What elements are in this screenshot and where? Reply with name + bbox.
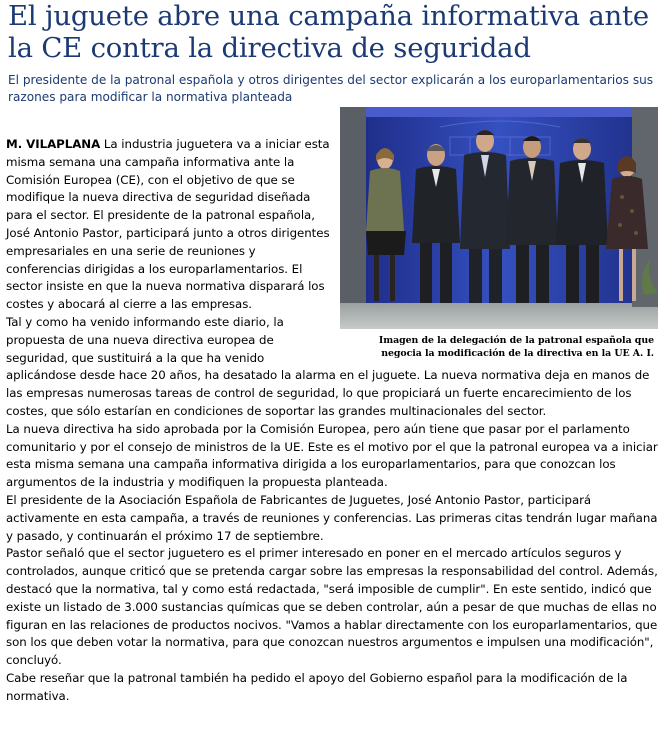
article-subheadline: El presidente de la patronal española y otros dirigentes del sector explicarán a los europarlamentarios sus razones para modificar la normativa planteada <box>8 73 654 104</box>
delegation-photo <box>340 107 658 329</box>
body-paragraph: Pastor señaló que el sector juguetero es el primer interesado en poner en el mercado artículos seguros y controlados, aunque criticó que se pretenda cargar sobre las empresas la responsabilidad del control. Además, destacó que la normativa, tal y como está redactada, "será imposible de cumplir". En este sentido, indicó que existe un listado de 3.000 sustancias químicas que se deben controlar, aún a pesar de que muchas de ellas no figuran en las relaciones de productos nocivos. "Vamos a hablar directamente con los europarlamentarios, que son los que deben votar la normativa, para que conozcan nuestros argumentos e impulsen una modificación", concluyó. <box>6 546 658 668</box>
lead-text: La industria juguetera va a iniciar esta misma semana una campaña informativa ante la Comisión Europea (CE), con el objetivo de que se modifique la nueva directiva de seguridad diseñada para el sector. El presidente de la patronal española, José Antonio Pastor, participará junto a otros dirigentes empresariales en una serie de reuniones y conferencias dirigidas a los europarlamentarios. El sector insiste en que la nueva normativa disparará los costes y abocará al cierre a las empresas. <box>6 137 330 312</box>
body-paragraph: La nueva directiva ha sido aprobada por la Comisión Europea, pero aún tiene que pasar por el parlamento comunitario y por el consejo de ministros de la UE. Este es el motivo por el que la patronal europea va a iniciar esta misma semana una campaña informativa dirigida a los europarlamentarios, para que conozcan los argumentos de la industria y modifiquen la propuesta planteada. <box>6 421 658 490</box>
body-paragraph: Tal y como ha venido informando este diario, la propuesta de una nueva directiva europea de seguridad, que sustituirá a la que ha venido aplicándose desde hace 20 años, ha desatado la alarma en el juguete. La nueva normativa deja en manos de las empresas numerosas tareas de control de seguridad, lo que propiciará un fuerte encarecimiento de los costes, que sólo estarían en condiciones de soportar las grandes multinacionales del sector. <box>6 314 650 418</box>
article-headline: El juguete abre una campaña informativa ante la CE contra la directiva de seguridad <box>8 0 649 64</box>
photo-caption: Imagen de la delegación de la patronal española que negocia la modificación de la directiva en la UE A. I. <box>378 335 654 359</box>
body-paragraph: El presidente de la Asociación Española de Fabricantes de Juguetes, José Antonio Pastor, participará activamente en esta campaña, a través de reuniones y conferencias. Las primeras citas tendrán lugar mañana y pasado, y continuarán el próximo 17 de septiembre. <box>6 492 658 543</box>
article-body <box>6 136 658 706</box>
body-paragraph: Cabe reseñar que la patronal también ha pedido el apoyo del Gobierno español para la modificación de la normativa. <box>6 670 628 703</box>
photo-figure <box>340 107 658 360</box>
author-byline: M. VILAPLANA <box>6 137 101 151</box>
